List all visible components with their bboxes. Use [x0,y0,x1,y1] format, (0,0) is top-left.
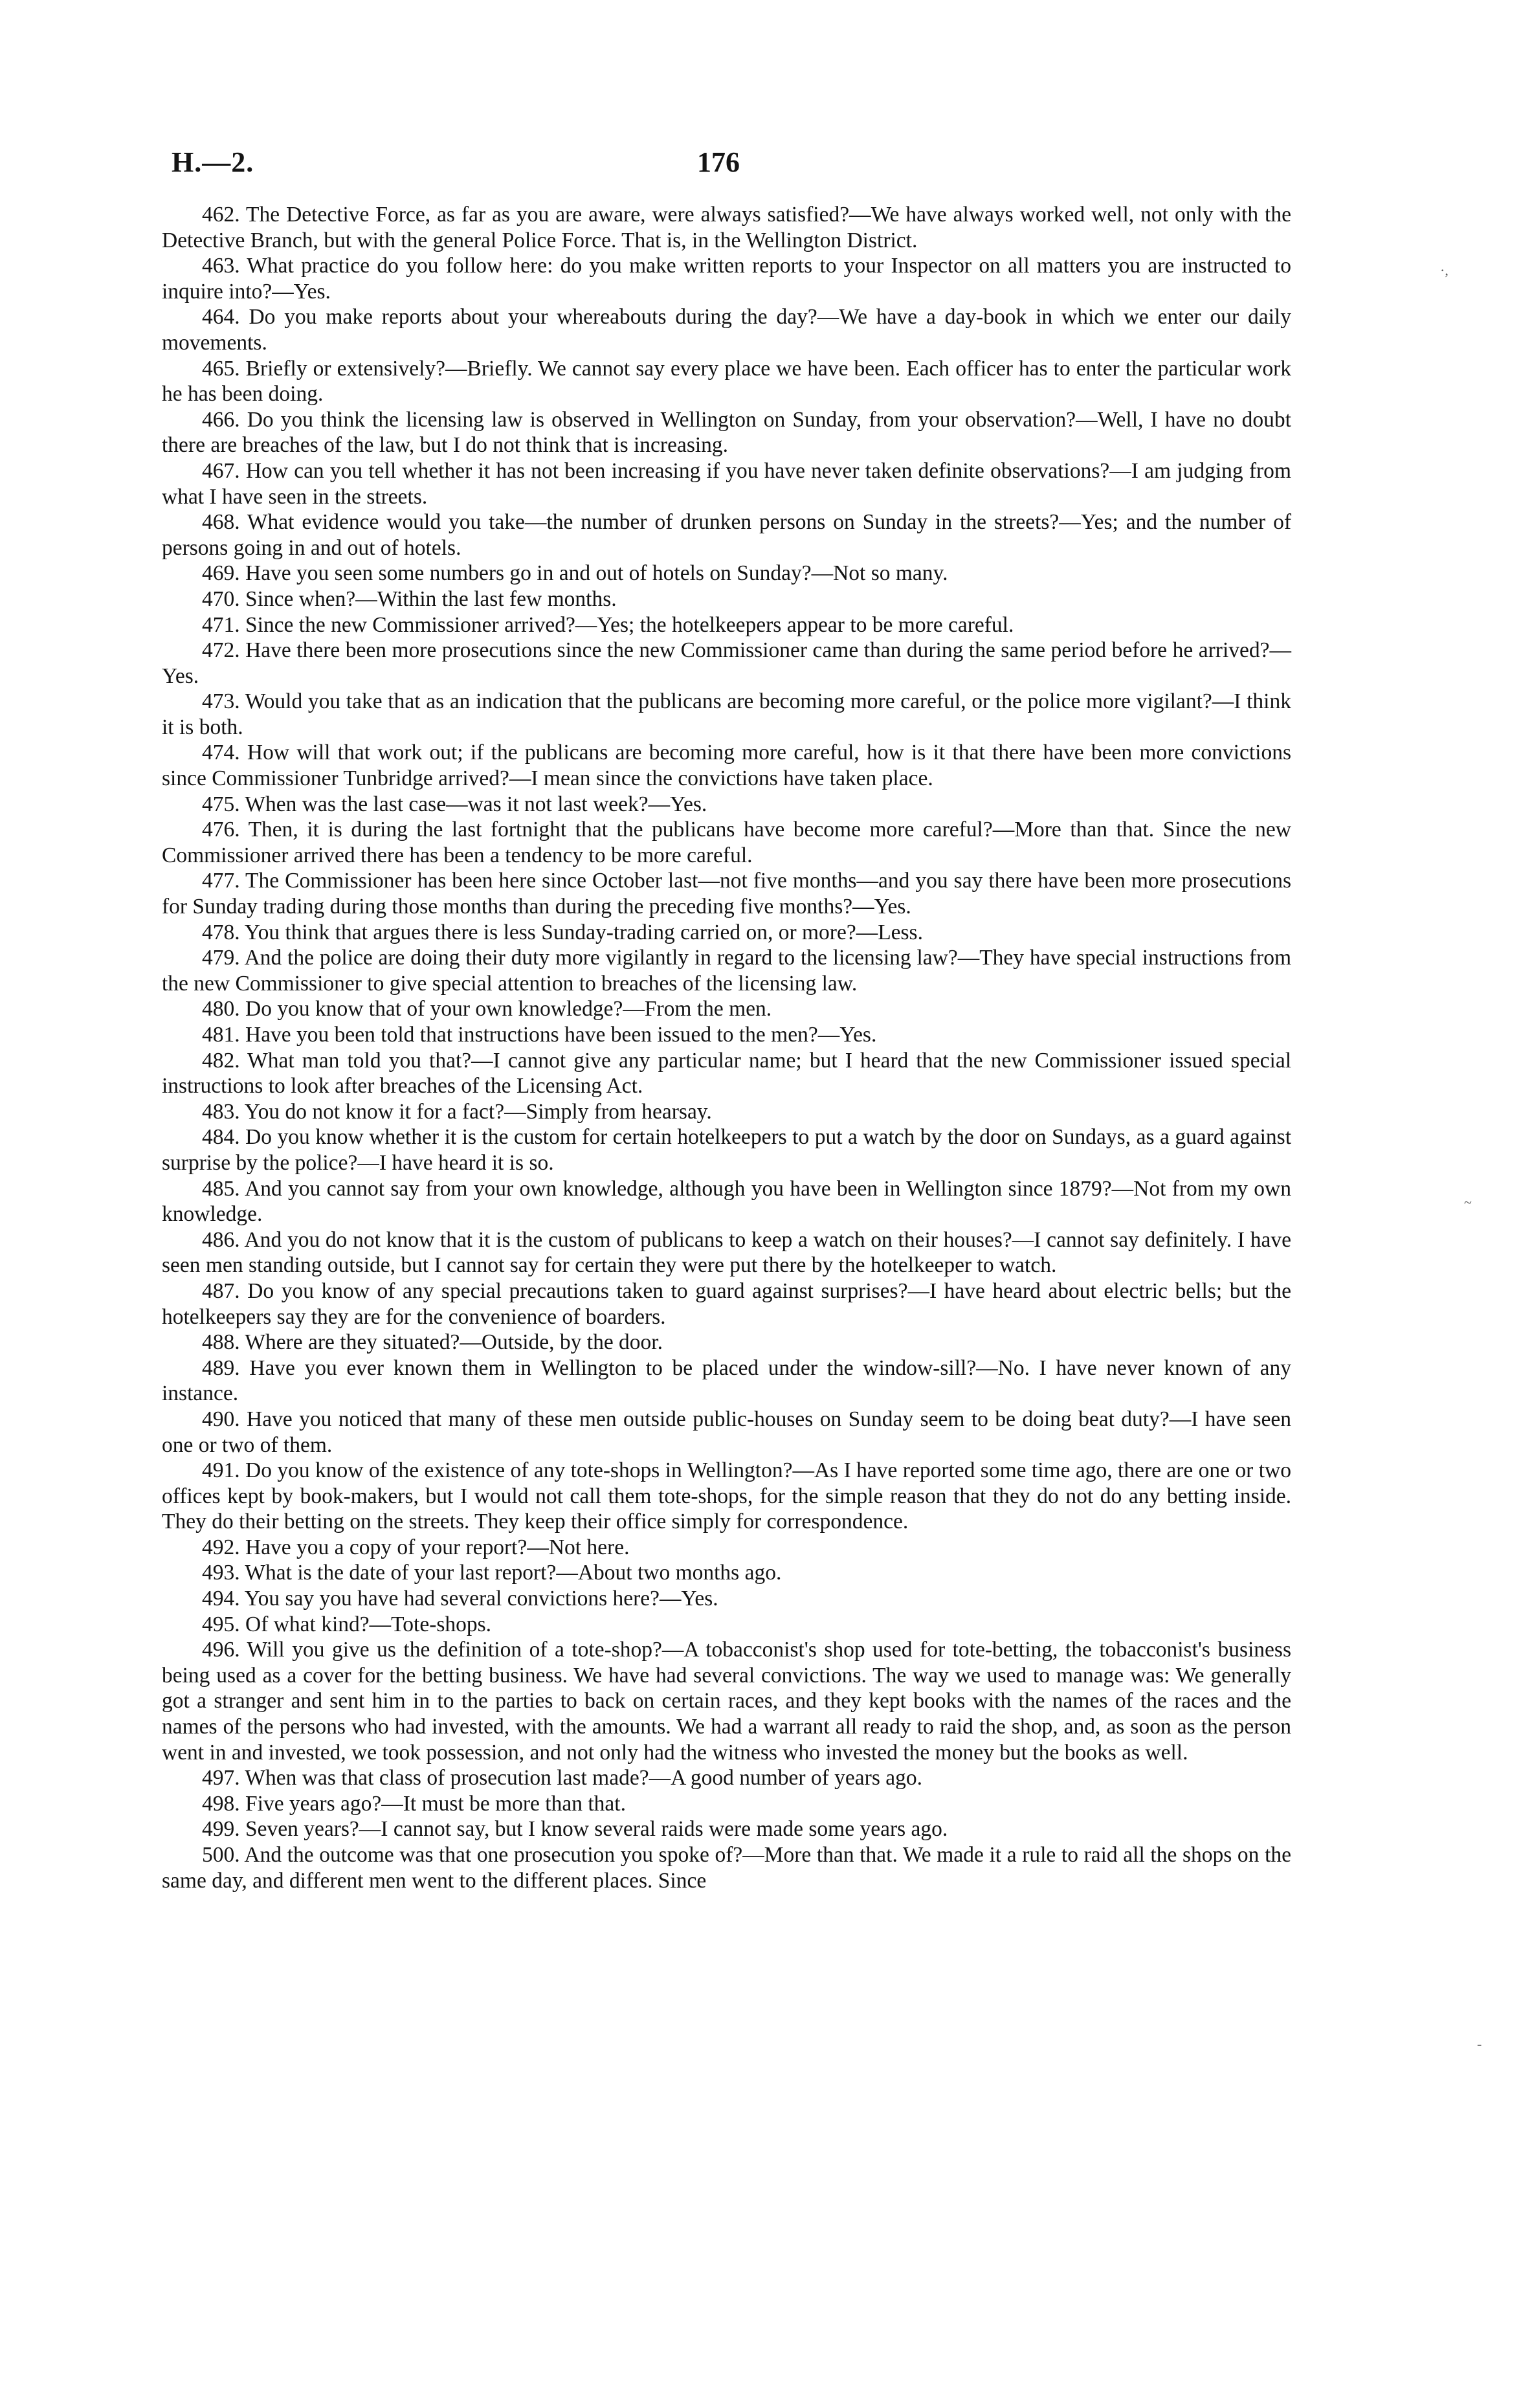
question-478: 478. You think that argues there is less Sunday-trading carried on, or more?—Less. [202,920,923,944]
question-476: 476. Then, it is during the last fortnight that the publicans have become more careful?—More than that. Since the new Commissioner arrived there has been a tendency to be more careful. [162,818,1291,867]
question-464: 464. Do you make reports about your whereabouts during the day?—We have a day-book in which we enter our daily movements. [162,305,1291,355]
page-header [172,146,1401,191]
question-469: 469. Have you seen some numbers go in and out of hotels on Sunday?—Not so many. [202,561,948,586]
question-490: 490. Have you noticed that many of these men outside public-houses on Sunday seem to be doing beat duty?—I have seen one or two of them. [162,1407,1291,1457]
question-493: 493. What is the date of your last report?—About two months ago. [202,1561,782,1585]
question-472: 472. Have there been more prosecutions since the new Commissioner came than during the same period before he arrived?—Yes. [162,638,1291,688]
question-479: 479. And the police are doing their duty more vigilantly in regard to the licensing law?—They have special instructions from the new Commissioner to give special attention to breaches of the licensing law. [162,946,1291,996]
question-488: 488. Where are they situated?—Outside, by the door. [202,1330,663,1355]
question-500: 500. And the outcome was that one prosecution you spoke of?—More than that. We made it a rule to raid all the shops on the same day, and different men went to the different places. Since [162,1843,1291,1893]
question-486: 486. And you do not know that it is the custom of publicans to keep a watch on their houses?—I cannot say definitely. I have seen men standing outside, but I cannot say for certain they were put there by the hotelkeeper to watch. [162,1227,1291,1278]
question-473: 473. Would you take that as an indication that the publicans are becoming more careful, or the police more vigilant?—I think it is both. [162,689,1291,739]
question-487: 487. Do you know of any special precautions taken to guard against surprises?—I have heard about electric bells; but the hotelkeepers say they are for the convenience of boarders. [162,1278,1291,1329]
question-496: 496. Will you give us the definition of a tote-shop?—A tobacconist's shop used for tote-betting, the tobacconist's business being used as a cover for the betting business. We have had several convictions. The way we used to manage was: We generally got a stranger and sent him in to the parties to back on certain races, and they kept books with the names of the races and the names of the persons who had invested, with the amounts. We had a warrant all ready to raid the shop, and, as soon as the person went in and invested, we took possession, and not only had the witness who invested the money but the books as well. [162,1638,1291,1765]
question-483: 483. You do not know it for a fact?—Simply from hearsay. [202,1099,712,1124]
question-482: 482. What man told you that?—I cannot give any particular name; but I heard that the new Commissioner issued special instructions to look after breaches of the Licensing Act. [162,1048,1291,1098]
page-number: 176 [697,146,740,178]
question-489: 489. Have you ever known them in Wellington to be placed under the window-sill?—No. I have never known of any instance. [162,1355,1291,1406]
question-471: 471. Since the new Commissioner arrived?—Yes; the hotelkeepers appear to be more careful. [202,612,1014,637]
question-498: 498. Five years ago?—It must be more than that. [202,1791,626,1816]
document-reference: H.—2. [172,146,254,178]
margin-speck-bottom: - [1477,2036,1482,2052]
question-462: 462. The Detective Force, as far as you are aware, were always satisfied?—We have always worked well, not only with the Detective Branch, but with the general Police Force. That is, in the Wellington District. [162,203,1291,252]
question-466: 466. Do you think the licensing law is observed in Wellington on Sunday, from your observation?—Well, I have no doubt there are breaches of the law, but I do not think that is increasing. [162,407,1291,458]
question-495: 495. Of what kind?—Tote-shops. [202,1612,492,1636]
question-494: 494. You say you have had several convictions here?—Yes. [202,1587,718,1611]
evidence-text [162,202,1291,1893]
question-481: 481. Have you been told that instructions have been issued to the men?—Yes. [202,1023,877,1047]
question-484: 484. Do you know whether it is the custom for certain hotelkeepers to put a watch by the door on Sundays, as a guard against surprise by the police?—I have heard it is so. [162,1125,1291,1175]
margin-speck-top: ·, [1440,262,1449,278]
question-480: 480. Do you know that of your own knowledge?—From the men. [202,997,772,1021]
question-470: 470. Since when?—Within the last few months. [202,586,617,611]
question-463: 463. What practice do you follow here: do you make written reports to your Inspector on all matters you are instructed to inquire into?—Yes. [162,254,1291,304]
question-467: 467. How can you tell whether it has not been increasing if you have never taken definite observations?—I am judging from what I have seen in the streets. [162,458,1291,509]
question-491: 491. Do you know of the existence of any tote-shops in Wellington?—As I have reported some time ago, there are one or two offices kept by book-makers, but I would not call them tote-shops, for the simple reason that they do not do any betting inside. They do their betting on the streets. They keep their office simply for correspondence. [162,1458,1291,1534]
question-477: 477. The Commissioner has been here since October last—not five months—and you say there have been more prosecutions for Sunday trading during those months than during the preceding five months?—Yes. [162,869,1291,919]
question-468: 468. What evidence would you take—the number of drunken persons on Sunday in the streets?—Yes; and the number of persons going in and out of hotels. [162,510,1291,560]
question-475: 475. When was the last case—was it not last week?—Yes. [202,792,707,816]
question-499: 499. Seven years?—I cannot say, but I know several raids were made some years ago. [202,1817,948,1842]
question-474: 474. How will that work out; if the publicans are becoming more careful, how is it that there have been more convictions since Commissioner Tunbridge arrived?—I mean since the convictions have taken place. [162,741,1291,791]
margin-speck-middle: ~ [1464,1194,1472,1210]
question-465: 465. Briefly or extensively?—Briefly. We cannot say every place we have been. Each officer has to enter the particular work he has been doing. [162,356,1291,407]
question-485: 485. And you cannot say from your own knowledge, although you have been in Wellington since 1879?—Not from my own knowledge. [162,1176,1291,1227]
question-497: 497. When was that class of prosecution last made?—A good number of years ago. [202,1766,922,1790]
question-492: 492. Have you a copy of your report?—Not here. [202,1535,630,1559]
